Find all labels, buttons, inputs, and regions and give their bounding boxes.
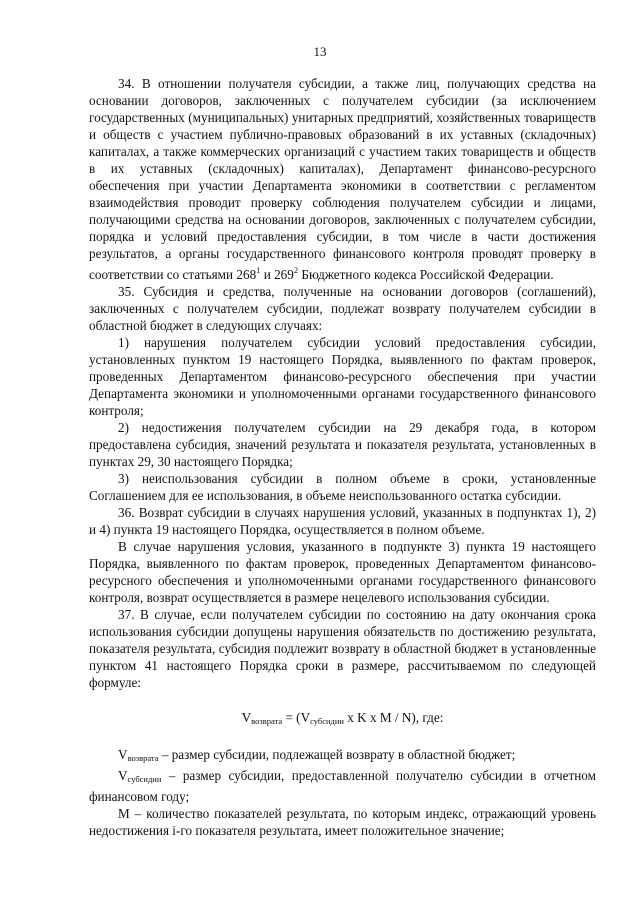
paragraph-35: 35. Субсидия и средства, полученные на основании договоров (соглашений), заключенных с получателем субсидии, подлежат возврату получателем субсидии в областной бюджет в следующих случаях: bbox=[89, 284, 596, 333]
paragraph-34-text-a: 34. В отношении получателя субсидии, а также лиц, получающих средства на основании договоров, заключенных с получателем субсидии (за исключением государственных (муниципальных) унитарных предприятий, хозяйственных товариществ и обществ с участием публично-правовых образований в их уставных (складочных) капиталах, а также коммерческих организаций с участием таких товариществ и обществ в их уставных (складочных) капиталах), Департамент финансово-ресурсного обеспечения при участии Департамента экономики в соответствии с регламентом взаимодействия проводит проверку соблюдения получателем субсидии и лицами, получающими средства на основании договоров, заключенных с получателем субсидии, порядка и условий предоставления субсидии, в том числе в части достижения результатов, а органы государственного финансового контроля проводят проверку в соответствии со статьями 268 bbox=[89, 76, 596, 282]
paragraph-35-item-3: 3) неиспользования субсидии в полном объеме в сроки, установленные Соглашением для ее использования, в объеме неиспользованного остатка субсидии. bbox=[89, 471, 596, 503]
paragraph-36-second: В случае нарушения условия, указанного в подпункте 3) пункта 19 настоящего Порядка, выявленного по фактам проверок, проведенных Департаментом финансово-ресурсного обеспечения и уполномоченными органами государственного финансового контроля, возврат осуществляется в размере нецелевого использования субсидии. bbox=[89, 539, 596, 605]
return-formula bbox=[89, 709, 596, 730]
document-body bbox=[89, 75, 596, 839]
definition-v-subsidy bbox=[89, 767, 596, 805]
paragraph-34-sup-2: 2 bbox=[293, 265, 299, 275]
formula-v: V bbox=[241, 710, 252, 725]
paragraph-34-text-c: Бюджетного кодекса Российской Федерации. bbox=[298, 267, 554, 282]
paragraph-34 bbox=[89, 75, 596, 283]
formula-sub-return: возврата bbox=[251, 716, 283, 726]
formula-sub-subsidy: субсидии bbox=[310, 716, 344, 726]
definition-v-return-v: V bbox=[118, 747, 128, 762]
definition-v-subsidy-text: – размер субсидии, предоставленной получателю субсидии в отчетном финансовом году; bbox=[89, 768, 596, 804]
paragraph-35-item-1: 1) нарушения получателем субсидии условий предоставления субсидии, установленных пунктом 19 настоящего Порядка, выявленного по фактам проверок, проведенных Департаментом финансово-ресурсного обеспечения при участии Департамента экономики и уполномоченными органами государственного финансового контроля; bbox=[89, 335, 596, 418]
page-number: 13 bbox=[313, 44, 327, 59]
paragraph-36: 36. Возврат субсидии в случаях нарушения условий, указанных в подпунктах 1), 2) и 4) пункта 19 настоящего Порядка, осуществляется в полном объеме. bbox=[89, 505, 596, 537]
definition-v-return bbox=[89, 746, 596, 767]
definition-v-return-sub: возврата bbox=[127, 753, 159, 763]
paragraph-37: 37. В случае, если получателем субсидии по состоянию на дату окончания срока использования субсидии допущены нарушения обязательств по достижению результата, показателя результата, субсидия подлежит возврату в областной бюджет в установленные пунктом 41 настоящего Порядка сроки в размере, рассчитываемом по следующей формуле: bbox=[89, 607, 596, 690]
paragraph-34-sup-1: 1 bbox=[256, 265, 261, 275]
definition-v-return-text: – размер субсидии, подлежащей возврату в областной бюджет; bbox=[158, 747, 516, 762]
definition-v-subsidy-sub: субсидии bbox=[127, 774, 162, 784]
paragraph-35-item-2: 2) недостижения получателем субсидии на 29 декабря года, в котором предоставлена субсидия, значений результата и показателя результата, установленных в пунктах 29, 30 настоящего Порядка; bbox=[89, 420, 596, 469]
formula-rest: x K x M / N), где: bbox=[343, 710, 444, 725]
definition-v-subsidy-v: V bbox=[118, 768, 128, 783]
definition-m: М – количество показателей результата, по которым индекс, отражающий уровень недостижения i-го показателя результата, имеет положительное значение; bbox=[89, 806, 596, 838]
paragraph-34-text-b: и 269 bbox=[260, 267, 294, 282]
formula-eq-open: = (V bbox=[282, 710, 311, 725]
